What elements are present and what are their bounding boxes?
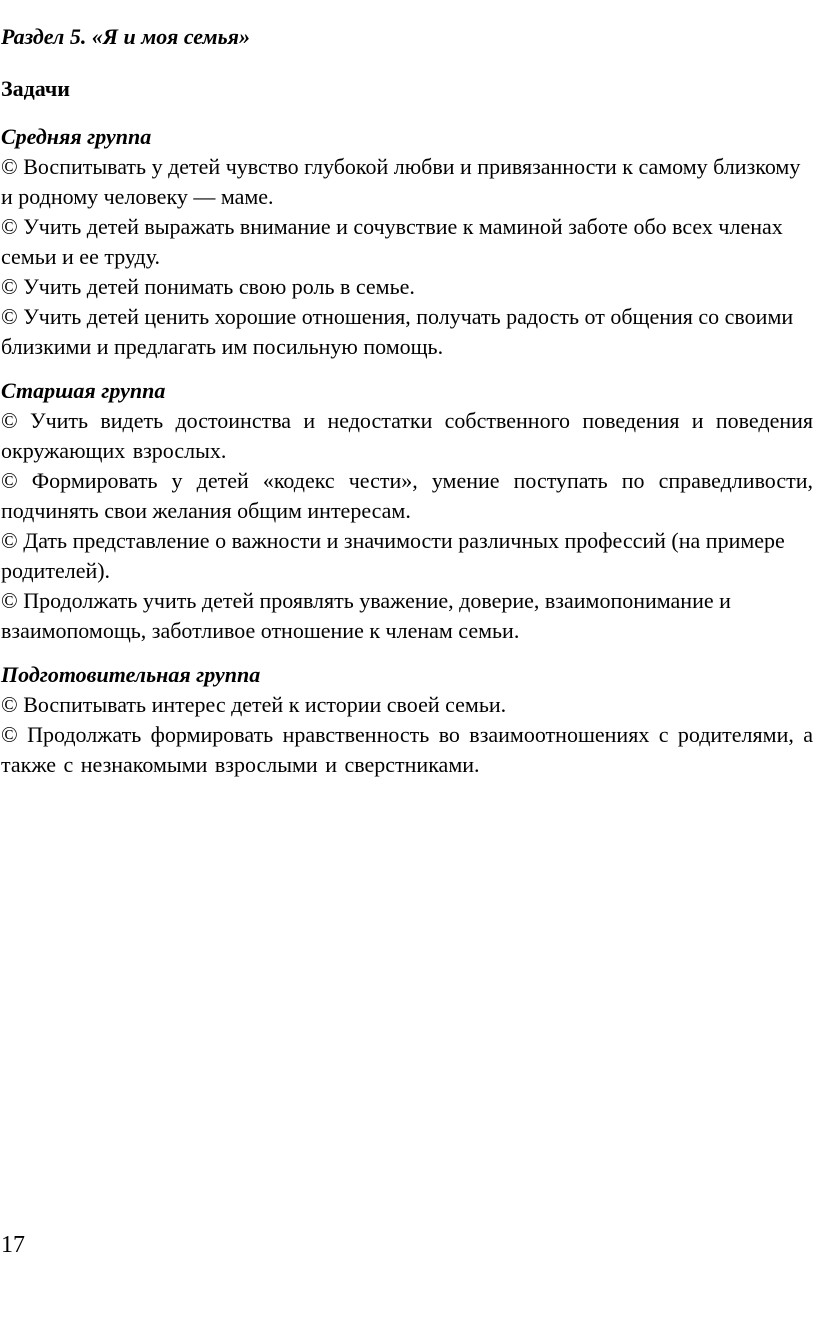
- task-item: © Дать представление о важности и значимости различных профессий (на примере родителей).: [1, 528, 785, 583]
- tasks-heading: Задачи: [1, 76, 70, 101]
- task-item: © Продолжать формировать нравственность во взаимоотношениях с родителями, а также с незнакомыми взрослыми и сверстниками.: [1, 722, 813, 777]
- task-item: © Учить детей выражать внимание и сочувствие к маминой заботе обо всех членах семьи и ее труду.: [1, 214, 783, 269]
- task-item: © Воспитывать у детей чувство глубокой любви и привязанности к самому близкому и родному человеку — маме.: [1, 154, 801, 209]
- task-item: © Учить детей понимать свою роль в семье.: [1, 274, 415, 299]
- group-title: Подготовительная группа: [1, 662, 261, 687]
- group-title: Старшая группа: [1, 378, 166, 403]
- task-item: © Учить детей ценить хорошие отношения, получать радость от общения со своими близкими и предлагать им посильную помощь.: [1, 304, 794, 359]
- task-item: © Продолжать учить детей проявлять уважение, доверие, взаимопонимание и взаимопомощь, заботливое отношение к членам семьи.: [1, 588, 731, 643]
- section-title: Раздел 5. «Я и моя семья»: [1, 24, 250, 49]
- group-title: Средняя группа: [1, 124, 152, 149]
- group-middle: [1, 122, 813, 362]
- group-preparatory: [1, 660, 813, 780]
- group-senior: [1, 376, 813, 646]
- task-item: © Учить видеть достоинства и недостатки собственного поведения и поведения окружающих взрослых.: [1, 408, 813, 463]
- page-number: 17: [1, 1232, 25, 1258]
- task-item: © Воспитывать интерес детей к истории своей семьи.: [1, 692, 507, 717]
- task-item: © Формировать у детей «кодекс чести», умение поступать по справедливости, подчинять свои желания общим интересам.: [1, 468, 813, 523]
